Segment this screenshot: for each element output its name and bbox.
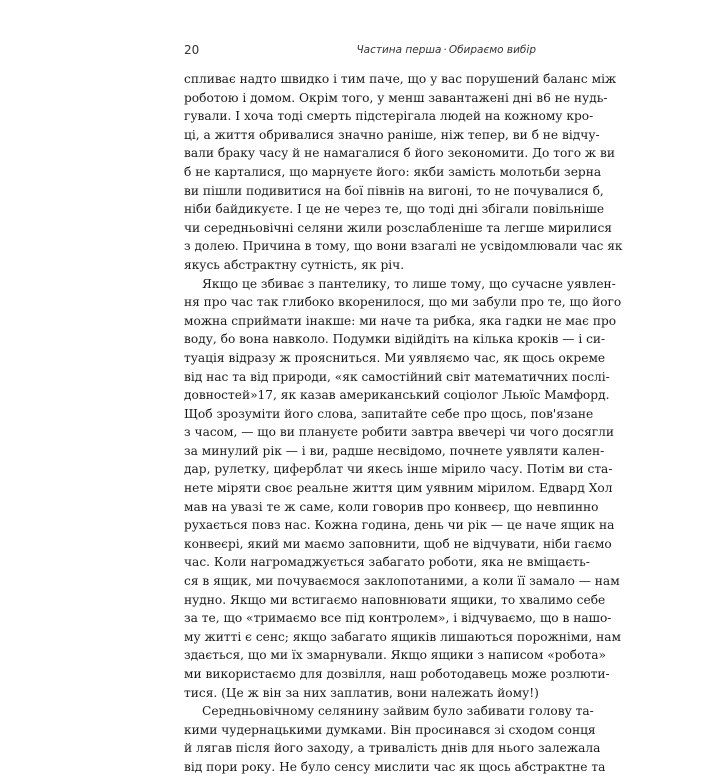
text-line: Щоб зрозуміти його слова, запитайте себе про щось, пов'язане bbox=[184, 406, 594, 421]
text-line: якусь абстрактну сутність, як річ. bbox=[184, 257, 405, 272]
text-line: довностей»17, як казав американський соціолог Льюїс Мамфорд. bbox=[184, 388, 610, 403]
text-line: нудно. Якщо ми встигаємо наповнювати ящики, то хвалимо себе bbox=[184, 592, 606, 607]
text-line: воду, бо вона навколо. Подумки відійдіть на кілька кроків — і си- bbox=[184, 332, 606, 347]
text-line: ся в ящик, ми почуваємося заклопотаними, а коли її замало — нам bbox=[184, 574, 620, 589]
text-line: з часом, — що ви плануєте робити завтра ввечері чи чого досягли bbox=[184, 425, 615, 440]
text-line: ці, а життя обривалися значно раніше, ніж тепер, ви б не відчу- bbox=[184, 127, 600, 142]
text-line: можна сприймати інакше: ми наче та рибка, яка гадки не має про bbox=[184, 313, 617, 328]
text-line: Якщо це збиває з пантелику, то лише тому, що сучасне уявлен- bbox=[202, 276, 616, 291]
text-line: з долею. Причина в тому, що вони взагалі не усвідомлювали час як bbox=[184, 239, 623, 254]
text-line: за минулий рік — і ви, радше несвідомо, почнете уявляти кален- bbox=[184, 443, 605, 458]
text-line: му житті є сенс; якщо забагато ящиків лишаються порожніми, нам bbox=[184, 629, 622, 644]
running-head-part: Частина перша bbox=[356, 44, 442, 56]
text-line: ня про час так глибоко вкоренилося, що ми забули про те, що його bbox=[184, 295, 622, 310]
text-line: ми використаємо для дозвілля, наш роботодавець може розлюти- bbox=[184, 667, 610, 681]
text-line: нете міряти своє реальне життя цим уявним мірилом. Едвард Хол bbox=[184, 481, 613, 496]
text-line: роботою і домом. Окрім того, у менш завантажені дні в6 не нудь- bbox=[184, 90, 608, 105]
text-line: ви пішли подивитися на бої півнів на вигоні, то не почувалися б, bbox=[184, 183, 604, 198]
text-line: конвеєрі, який ми маємо заповнити, щоб не відчувати, ніби гаємо bbox=[184, 536, 612, 551]
text-line: туація відразу ж проясниться. Ми уявляємо час, як щось окреме bbox=[184, 350, 606, 365]
text-line: Середньовічному селянину зайвим було забивати голову та- bbox=[202, 704, 594, 719]
text-line: гували. І хоча тоді смерть підстерігала людей на кожному кро- bbox=[184, 109, 594, 124]
text-line: й лягав після його заходу, а тривалість днів для нього залежала bbox=[184, 741, 601, 756]
text-line: рухається повз нас. Кожна година, день чи рік — це наче ящик на bbox=[184, 518, 615, 533]
text-line: чи середньовічні селяни жили розслабленіше та легше мирилися bbox=[184, 220, 612, 235]
text-line: тися. (Це ж він за них заплатив, вони належать йому!) bbox=[184, 685, 539, 700]
text-line: кими чудернацькими думками. Він просинався зі сходом сонця bbox=[184, 722, 596, 737]
page-number: 20 bbox=[184, 43, 200, 57]
text-line: вали браку часу й не намагалися б його зекономити. До того ж ви bbox=[184, 146, 616, 161]
page-header bbox=[184, 42, 536, 62]
text-line: за те, що «тримаємо все під контролем», і відчуваємо, що в нашо- bbox=[184, 611, 612, 626]
text-line: від пори року. Не було сенсу мислити час як щось абстрактне та bbox=[184, 759, 606, 774]
running-head bbox=[356, 42, 536, 58]
text-line: від нас та від природи, «як самостійний світ математичних послі- bbox=[184, 369, 610, 384]
body-text bbox=[184, 70, 623, 777]
text-line: час. Коли нагромаджується забагато роботи, яка не вміщаєть- bbox=[184, 555, 590, 570]
running-head-chapter: Обираємо вибір bbox=[448, 44, 536, 56]
text-line: дар, рулетку, циферблат чи якесь інше мірило часу. Потім ви ста- bbox=[184, 462, 613, 477]
text-line: здається, що ми їх змарнували. Якщо ящики з написом «робота» bbox=[184, 648, 606, 663]
text-line: б не карталися, що марнуєте його: якби замість молотьби зерна bbox=[184, 164, 602, 179]
running-head-separator: · bbox=[443, 44, 447, 56]
text-line: спливає надто швидко і тим паче, що у вас порушений баланс між bbox=[184, 72, 617, 86]
text-line: ніби байдикуєте. І це не через те, що тоді дні збігали повільніше bbox=[184, 202, 605, 217]
text-line: мав на увазі те ж саме, коли говорив про конвеєр, що невпинно bbox=[184, 499, 599, 514]
